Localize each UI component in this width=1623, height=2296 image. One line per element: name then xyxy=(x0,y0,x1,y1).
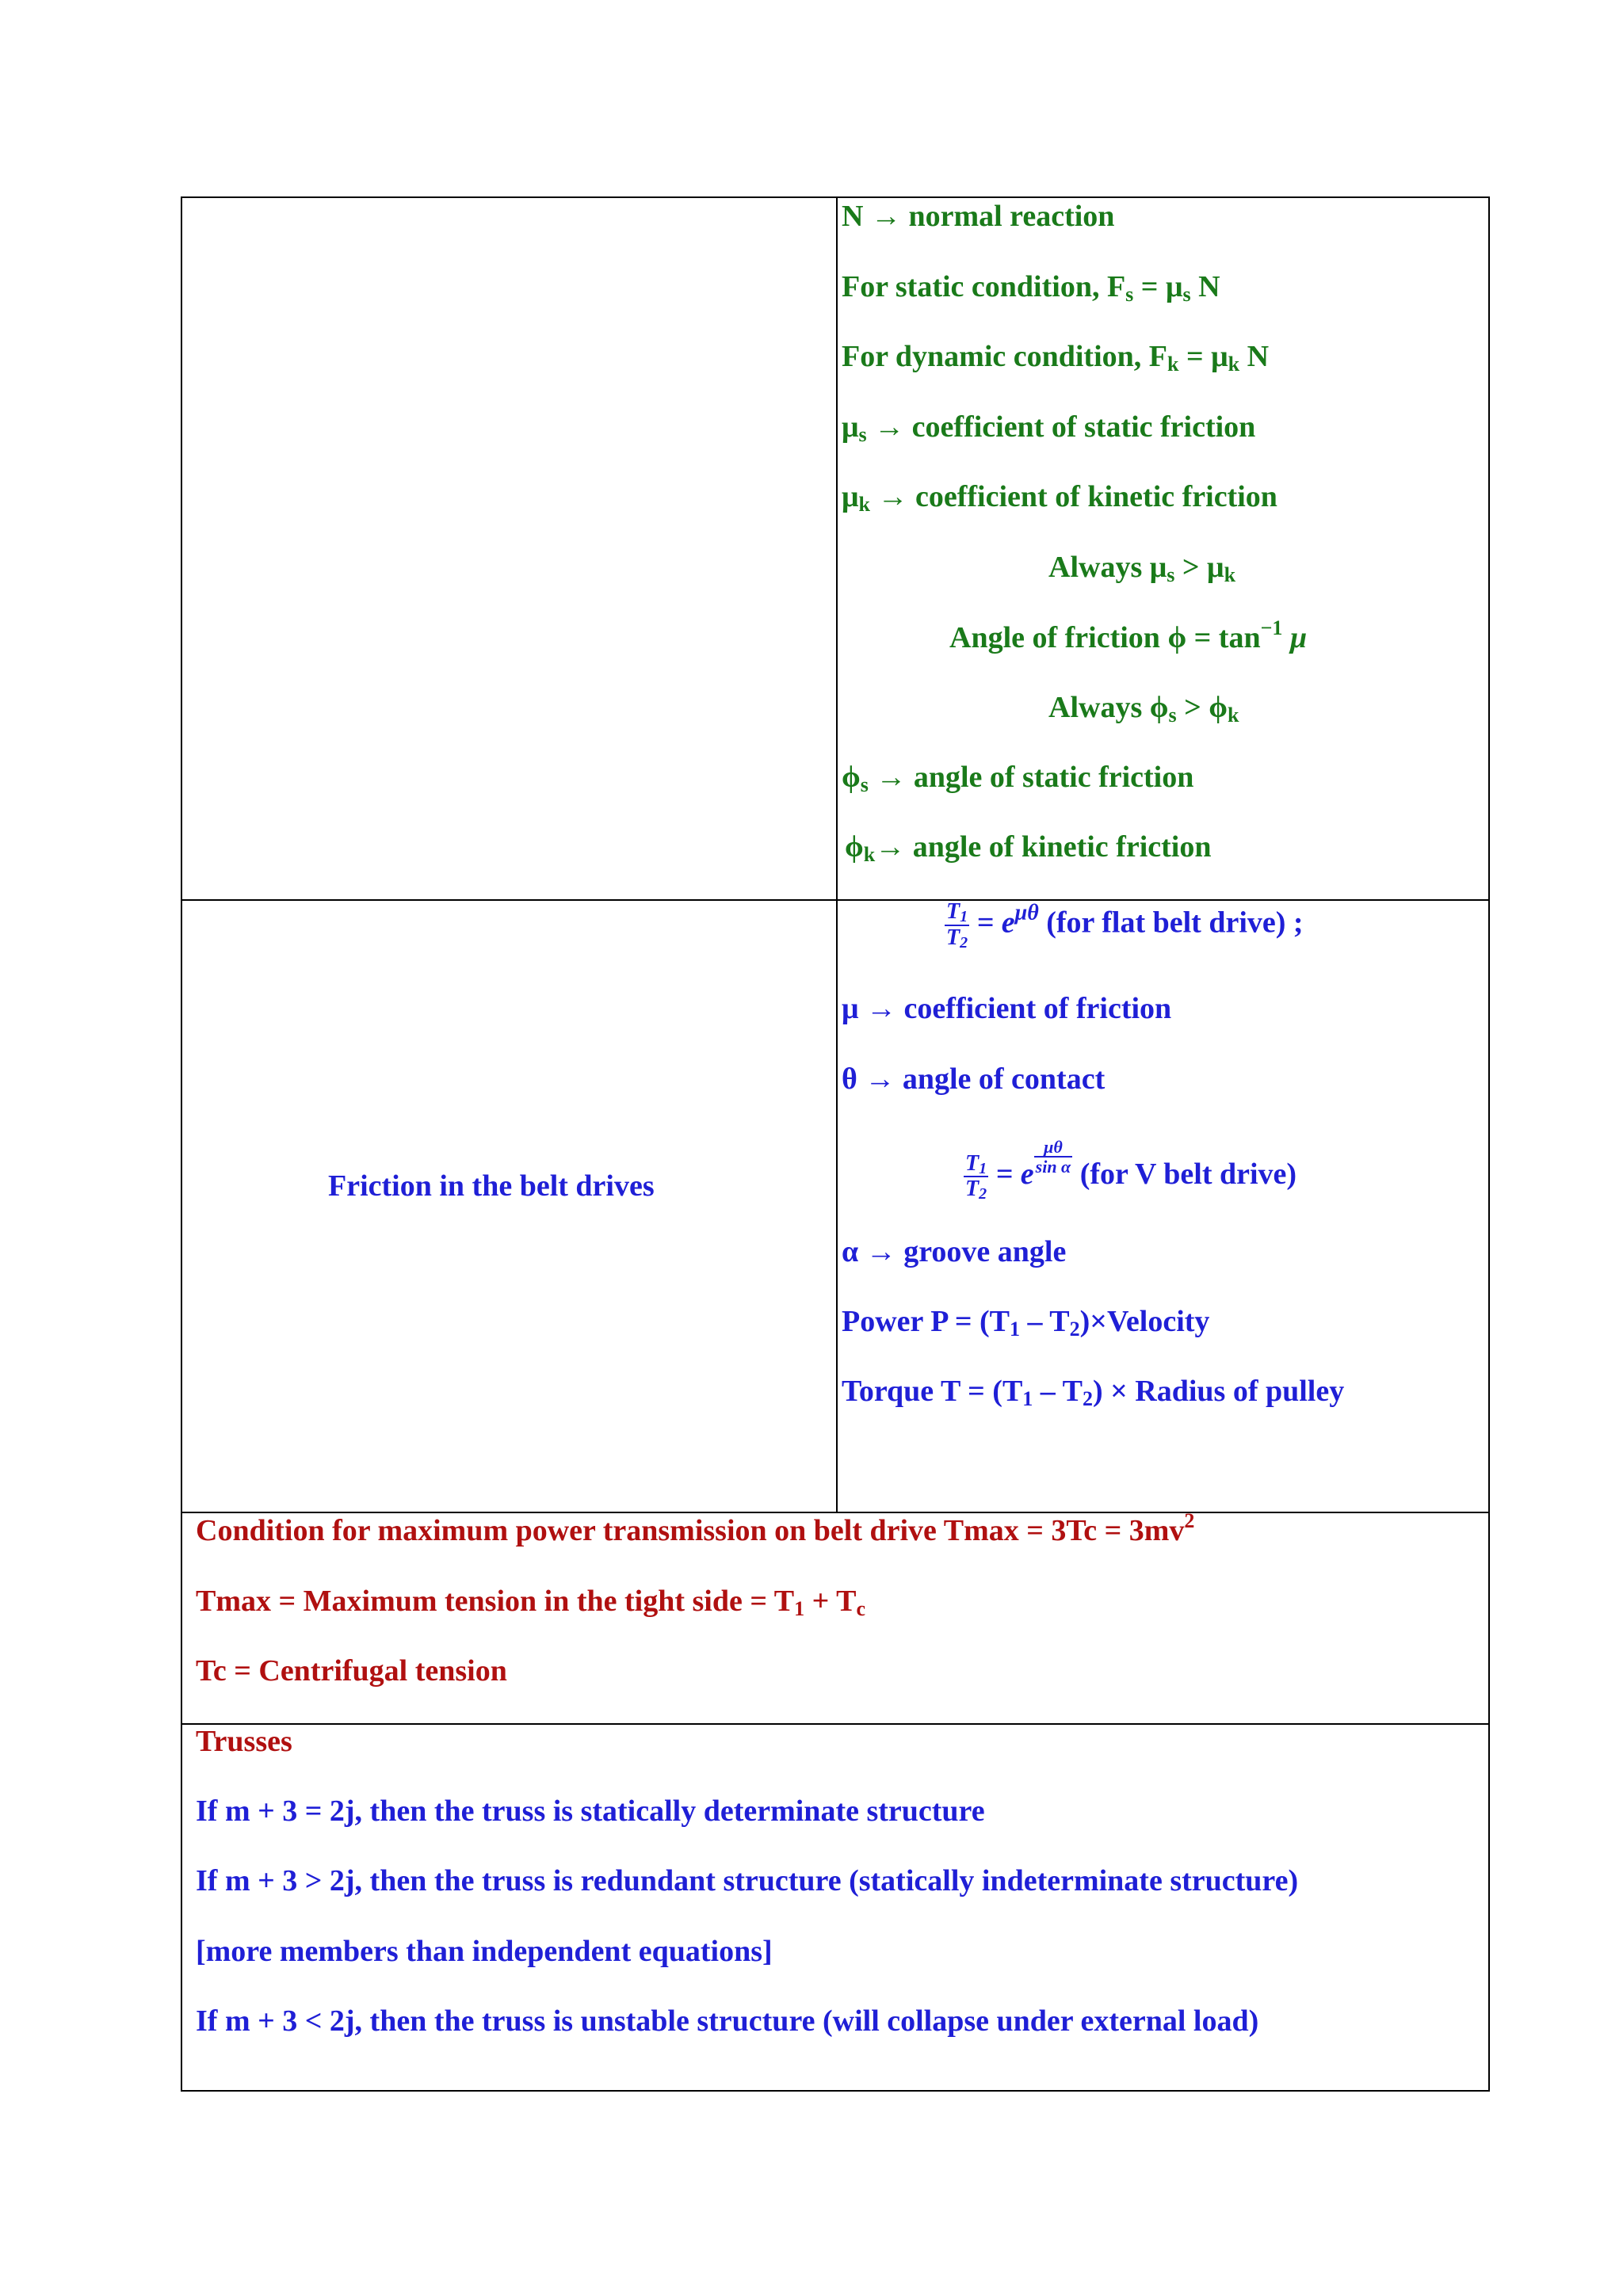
power-equation: Power $P = (T_1$ – $T_2)\times Velocity$ xyxy=(842,1305,1210,1341)
theta-contact-line: θ → angle of contact xyxy=(842,1062,1106,1096)
column-divider xyxy=(836,198,838,1512)
mu-k-definition: $\mu_k$ → coefficient of kinetic friction xyxy=(842,480,1277,516)
max-power-condition: Condition for maximum power transmission on belt drive $Tmax = 3Tc = 3mv^2$ xyxy=(196,1509,1195,1547)
exponent-fraction: $\frac{\mu\theta}{\text{sin α}}$ xyxy=(1035,1137,1071,1177)
tension-ratio-fraction: $\frac{T_1}{T_2}$ xyxy=(946,899,968,952)
row-divider-3 xyxy=(182,1723,1488,1725)
normal-reaction-line: N → normal reaction xyxy=(842,200,1115,233)
phi-k-definition: $\phi_k\to$ angle of kinetic friction xyxy=(845,830,1212,866)
alpha-groove-line: α → groove angle xyxy=(842,1235,1067,1268)
truss-unstable-line: If m + 3 < 2j, then the truss is unstable structure (will collapse under external load) xyxy=(196,2004,1259,2038)
truss-determinate-line: If m + 3 = 2j, then the truss is statically determinate structure xyxy=(196,1794,985,1828)
always-mu-line: Always $\mu_s > \mu_k$ xyxy=(1048,551,1236,586)
trusses-heading: Trusses xyxy=(196,1725,292,1758)
phi-s-definition: $\phi_s$ → angle of static friction xyxy=(842,761,1194,796)
flat-belt-equation: $\frac{T_1}{T_2}$ = $e^{\mu\theta}$ (for flat belt drive) ; xyxy=(946,899,1304,952)
tmax-definition: Tmax = Maximum tension in the tight side = $T_1 + T_c$ xyxy=(196,1585,866,1620)
belt-drives-row-label: Friction in the belt drives xyxy=(328,1169,655,1203)
always-phi-line: Always $\phi_s > \phi_k$ xyxy=(1048,691,1239,727)
static-condition-line: For static condition, $F_s = \mu_s$ N xyxy=(842,270,1220,306)
mu-s-definition: $\mu_s$ → coefficient of static friction xyxy=(842,410,1256,446)
mu-coefficient-line: μ → coefficient of friction xyxy=(842,992,1172,1025)
row-divider-2 xyxy=(182,1512,1488,1513)
dynamic-condition-line: For dynamic condition, $F_k = \mu_k$ N xyxy=(842,340,1270,376)
v-belt-equation: $\frac{T_1}{T_2}$ = e $\frac{\mu\theta}{\text{sin α}}$ (for V belt drive) xyxy=(965,1137,1297,1203)
torque-equation: Torque $T = (T_1 - T_2)$ × Radius of pulley xyxy=(842,1375,1345,1410)
tc-definition: Tc = Centrifugal tension xyxy=(196,1654,507,1688)
truss-redundant-note: [more members than independent equations] xyxy=(196,1935,773,1968)
angle-of-friction-line: Angle of friction $\phi = \tan^{-1} \mu$ xyxy=(949,616,1308,654)
truss-redundant-line: If m + 3 > 2j, then the truss is redundant structure (statically indeterminate structure) xyxy=(196,1864,1299,1897)
v-tension-ratio-fraction: $\frac{T_1}{T_2}$ xyxy=(965,1150,987,1203)
